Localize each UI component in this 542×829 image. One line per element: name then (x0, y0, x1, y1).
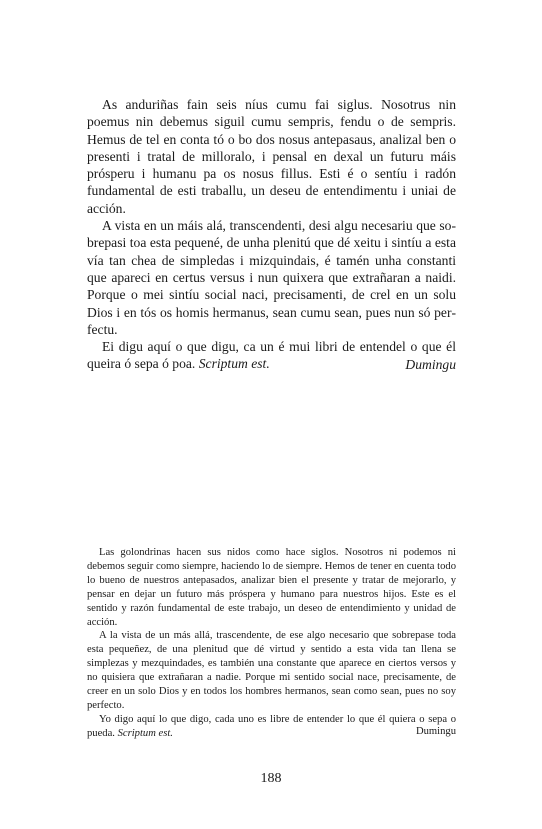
latin-phrase: Scriptum est. (198, 356, 270, 372)
paragraph-text: Yo digo aquí lo que digo, cada uno es libre de entender lo que él quiera o sepa o pueda. (87, 713, 456, 739)
paragraph (87, 629, 456, 712)
paragraph-text: Las golondrinas hacen sus nidos como hace siglos. Nosotros ni podemos ni debemos seguir como siempre, haciendo lo de siempre. Hemos de tener en cuenta todo lo bueno de nuestros antepasados, analizar bien el presente y tratar de mejorarlo, y pensar en dejar un futuro más próspera y humano para nuestros hijos. Este es el sentido y razón fundamental de este trabajo, un deseo de entendimiento y unidad de acción. (87, 547, 456, 628)
translation-signature: Dumingu (415, 726, 456, 737)
paragraph-text: A vista en un máis alá, transcendenti, desi algu necesariu que sobrepasi toa esta pequené, de unha plenitú que dé xeitu i sintíu a esta vía tan chea de simpledas i mizquindais, é tamén unha constanti que apareci en certus versus i nun quixera que extrañaran a naidi. Porque o mei sintíu social naci, precisamenti, de crel en un solu Dios i en tós os homis hermanus, sean cumu sean, pues nun só perfectu. (87, 218, 456, 337)
signature: Dumingu (405, 357, 456, 372)
page-number: 188 (260, 771, 282, 786)
paragraph (87, 96, 456, 217)
latin-phrase: Scriptum est. (117, 727, 173, 739)
asturian-text (87, 96, 456, 373)
spanish-translation (87, 546, 456, 741)
paragraph-text: Ei digu aquí o que digu, ca un é mui libri de entendel o que él queira ó sepa ó poa. (87, 339, 456, 372)
paragraph-text: A la vista de un más allá, trascendente, de ese algo necesario que sobrepase toda esta pequeñez, de una plenitud que dé virtud y sentido a esta vida tan llena se simplezas y mezquindades, es también una constante que aparece en ciertos versos y no quisiera que extrañaran a nadie. Porque mi sentido social nace, precisamente, de creer en un solo Dios y en todos los hombres hermanos, sean como sean, pues no soy perfecto. (87, 630, 456, 711)
paragraph (87, 217, 456, 338)
paragraph (87, 546, 456, 629)
paragraph-text: As anduriñas fain seis níus cumu fai siglus. Nosotrus nin poemus nin debemus siguil cumu sempris, fendu o de sempris. Hemus de tel en conta tó o bo dos nosus antepasaus, analizal ben o presenti i tratal de milloralo, i pensal en dexal un futuru máis prósperu i humanu pa os nosus fillus. Esti é o sentíu i radón fundamental de esti traballu, un deseu de entendimentu i uniai de acción. (87, 97, 456, 216)
